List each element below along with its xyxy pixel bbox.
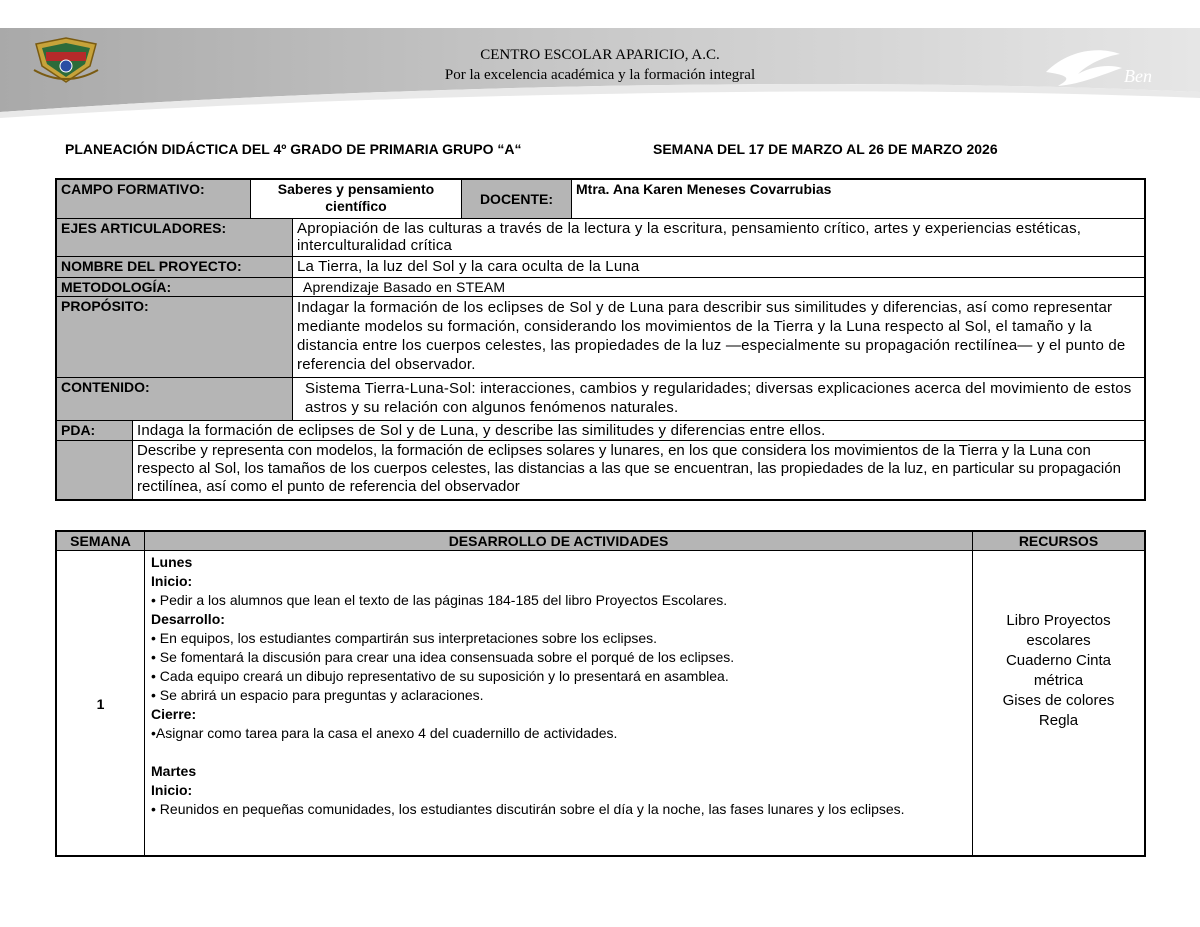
header-recursos: RECURSOS (1018, 533, 1099, 549)
phase-cierre: Cierre: (151, 706, 197, 722)
info-row-pda (57, 421, 1144, 441)
header-semana: SEMANA (57, 532, 145, 550)
page-header (0, 0, 1200, 120)
metodologia-value: Aprendizaje Basado en STEAM (303, 279, 506, 295)
proyecto-value: La Tierra, la luz del Sol y la cara oculta de la Luna (297, 258, 640, 275)
activities-header-row (57, 532, 1144, 551)
resource-item: Libro Proyectos escolares (1006, 612, 1111, 649)
week-number: 1 (57, 551, 145, 856)
day-martes: Martes (151, 763, 197, 779)
phase-desarrollo: Desarrollo: (151, 611, 225, 627)
ejes-label: EJES ARTICULADORES: (57, 219, 293, 256)
contenido-label: CONTENIDO: (57, 378, 293, 420)
info-row-contenido (57, 378, 1144, 421)
list-item: •Asignar como tarea para la casa el anexo 4 del cuadernillo de actividades. (151, 725, 618, 741)
list-item: • Se abrirá un espacio para preguntas y aclaraciones. (151, 687, 484, 703)
pda-label: PDA: (57, 421, 133, 440)
resource-item: Cuaderno Cinta métrica (1005, 652, 1112, 689)
ejes-value: Apropiación de las culturas a través de la lectura y la escritura, pensamiento crítico, artes y experiencias estéticas, interculturalidad crítica (297, 220, 1082, 254)
phase-inicio: Inicio: (151, 573, 193, 589)
resource-item: Regla (1038, 712, 1079, 729)
pda-value-1: Indaga la formación de eclipses de Sol y de Luna, y describe las similitudes y diferencias entre ellos. (137, 422, 826, 439)
list-item: • Pedir a los alumnos que lean el texto de las páginas 184-185 del libro Proyectos Escolares. (151, 592, 728, 608)
day-lunes: Lunes (151, 554, 193, 570)
resource-item: Gises de colores (1002, 692, 1115, 709)
school-motto: Por la excelencia académica y la formación integral (444, 67, 756, 83)
docente-label: DOCENTE: (462, 180, 572, 218)
planning-title: PLANEACIÓN DIDÁCTICA DEL 4º GRADO DE PRIMARIA GRUPO “A“ (65, 141, 522, 157)
info-row-metodologia (57, 278, 1144, 297)
list-item: • En equipos, los estudiantes compartirán sus interpretaciones sobre los eclipses. (151, 630, 658, 646)
proposito-label: PROPÓSITO: (57, 297, 293, 377)
spacer (151, 743, 966, 762)
pda-spacer (57, 441, 133, 499)
info-row-proyecto (57, 257, 1144, 278)
info-row-proposito (57, 297, 1144, 378)
info-row-ejes (57, 219, 1144, 257)
activities-content (145, 551, 973, 856)
contenido-value: Sistema Tierra-Luna-Sol: interacciones, cambios y regularidades; diversas explicaciones acerca del movimiento de estos astros y su relación con algunos fenómenos naturales. (305, 380, 1132, 416)
brand-swoosh-logo (1038, 44, 1178, 94)
campo-value: Saberes y pensamiento científico (251, 180, 462, 218)
info-row-campo (57, 180, 1144, 219)
activities-row (57, 551, 1144, 856)
proposito-value: Indagar la formación de los eclipses de Sol y de Luna para describir sus similitudes y diferencias, así como representar mediante modelos su formación, considerando los movimientos de la Tierra y la Luna respecto al Sol, el tamaño y la distancia entre los cuerpos celestes, las propiedades de la luz —especialmente su propagación rectilínea— y el punto de referencia del observador. (297, 299, 1126, 373)
docente-value: Mtra. Ana Karen Meneses Covarrubias (576, 181, 832, 197)
campo-label: CAMPO FORMATIVO: (57, 180, 251, 218)
phase-inicio-martes: Inicio: (151, 782, 193, 798)
header-desarrollo: DESARROLLO DE ACTIVIDADES (145, 532, 973, 550)
list-item: • Reunidos en pequeñas comunidades, los estudiantes discutirán sobre el día y la noche, las fases lunares y los eclipses. (151, 801, 905, 817)
brand-text: Ben (1124, 66, 1152, 86)
planning-info-table (55, 178, 1146, 501)
list-item: • Cada equipo creará un dibujo representativo de su suposición y lo presentará en asamblea. (151, 668, 729, 684)
metodologia-label: METODOLOGÍA: (57, 278, 293, 296)
proyecto-label: NOMBRE DEL PROYECTO: (57, 257, 293, 277)
list-item: • Se fomentará la discusión para crear una idea consensuada sobre el porqué de los eclipses. (151, 649, 735, 665)
info-row-pda-2 (57, 441, 1144, 499)
resources-list (973, 551, 1144, 856)
week-range-title: SEMANA DEL 17 DE MARZO AL 26 DE MARZO 2026 (653, 141, 998, 157)
school-name: CENTRO ESCOLAR APARICIO, A.C. (480, 47, 720, 63)
pda-value-2: Describe y representa con modelos, la formación de eclipses solares y lunares, en los que considera los movimientos de la Tierra y la Luna con respecto al Sol, los tamaños de los cuerpos celestes, las distancias a las que se encuentran, las propiedades de la luz, en particular su propagación rectilínea, así como el punto de referencia del observador (137, 442, 1121, 495)
activities-table (55, 530, 1146, 857)
